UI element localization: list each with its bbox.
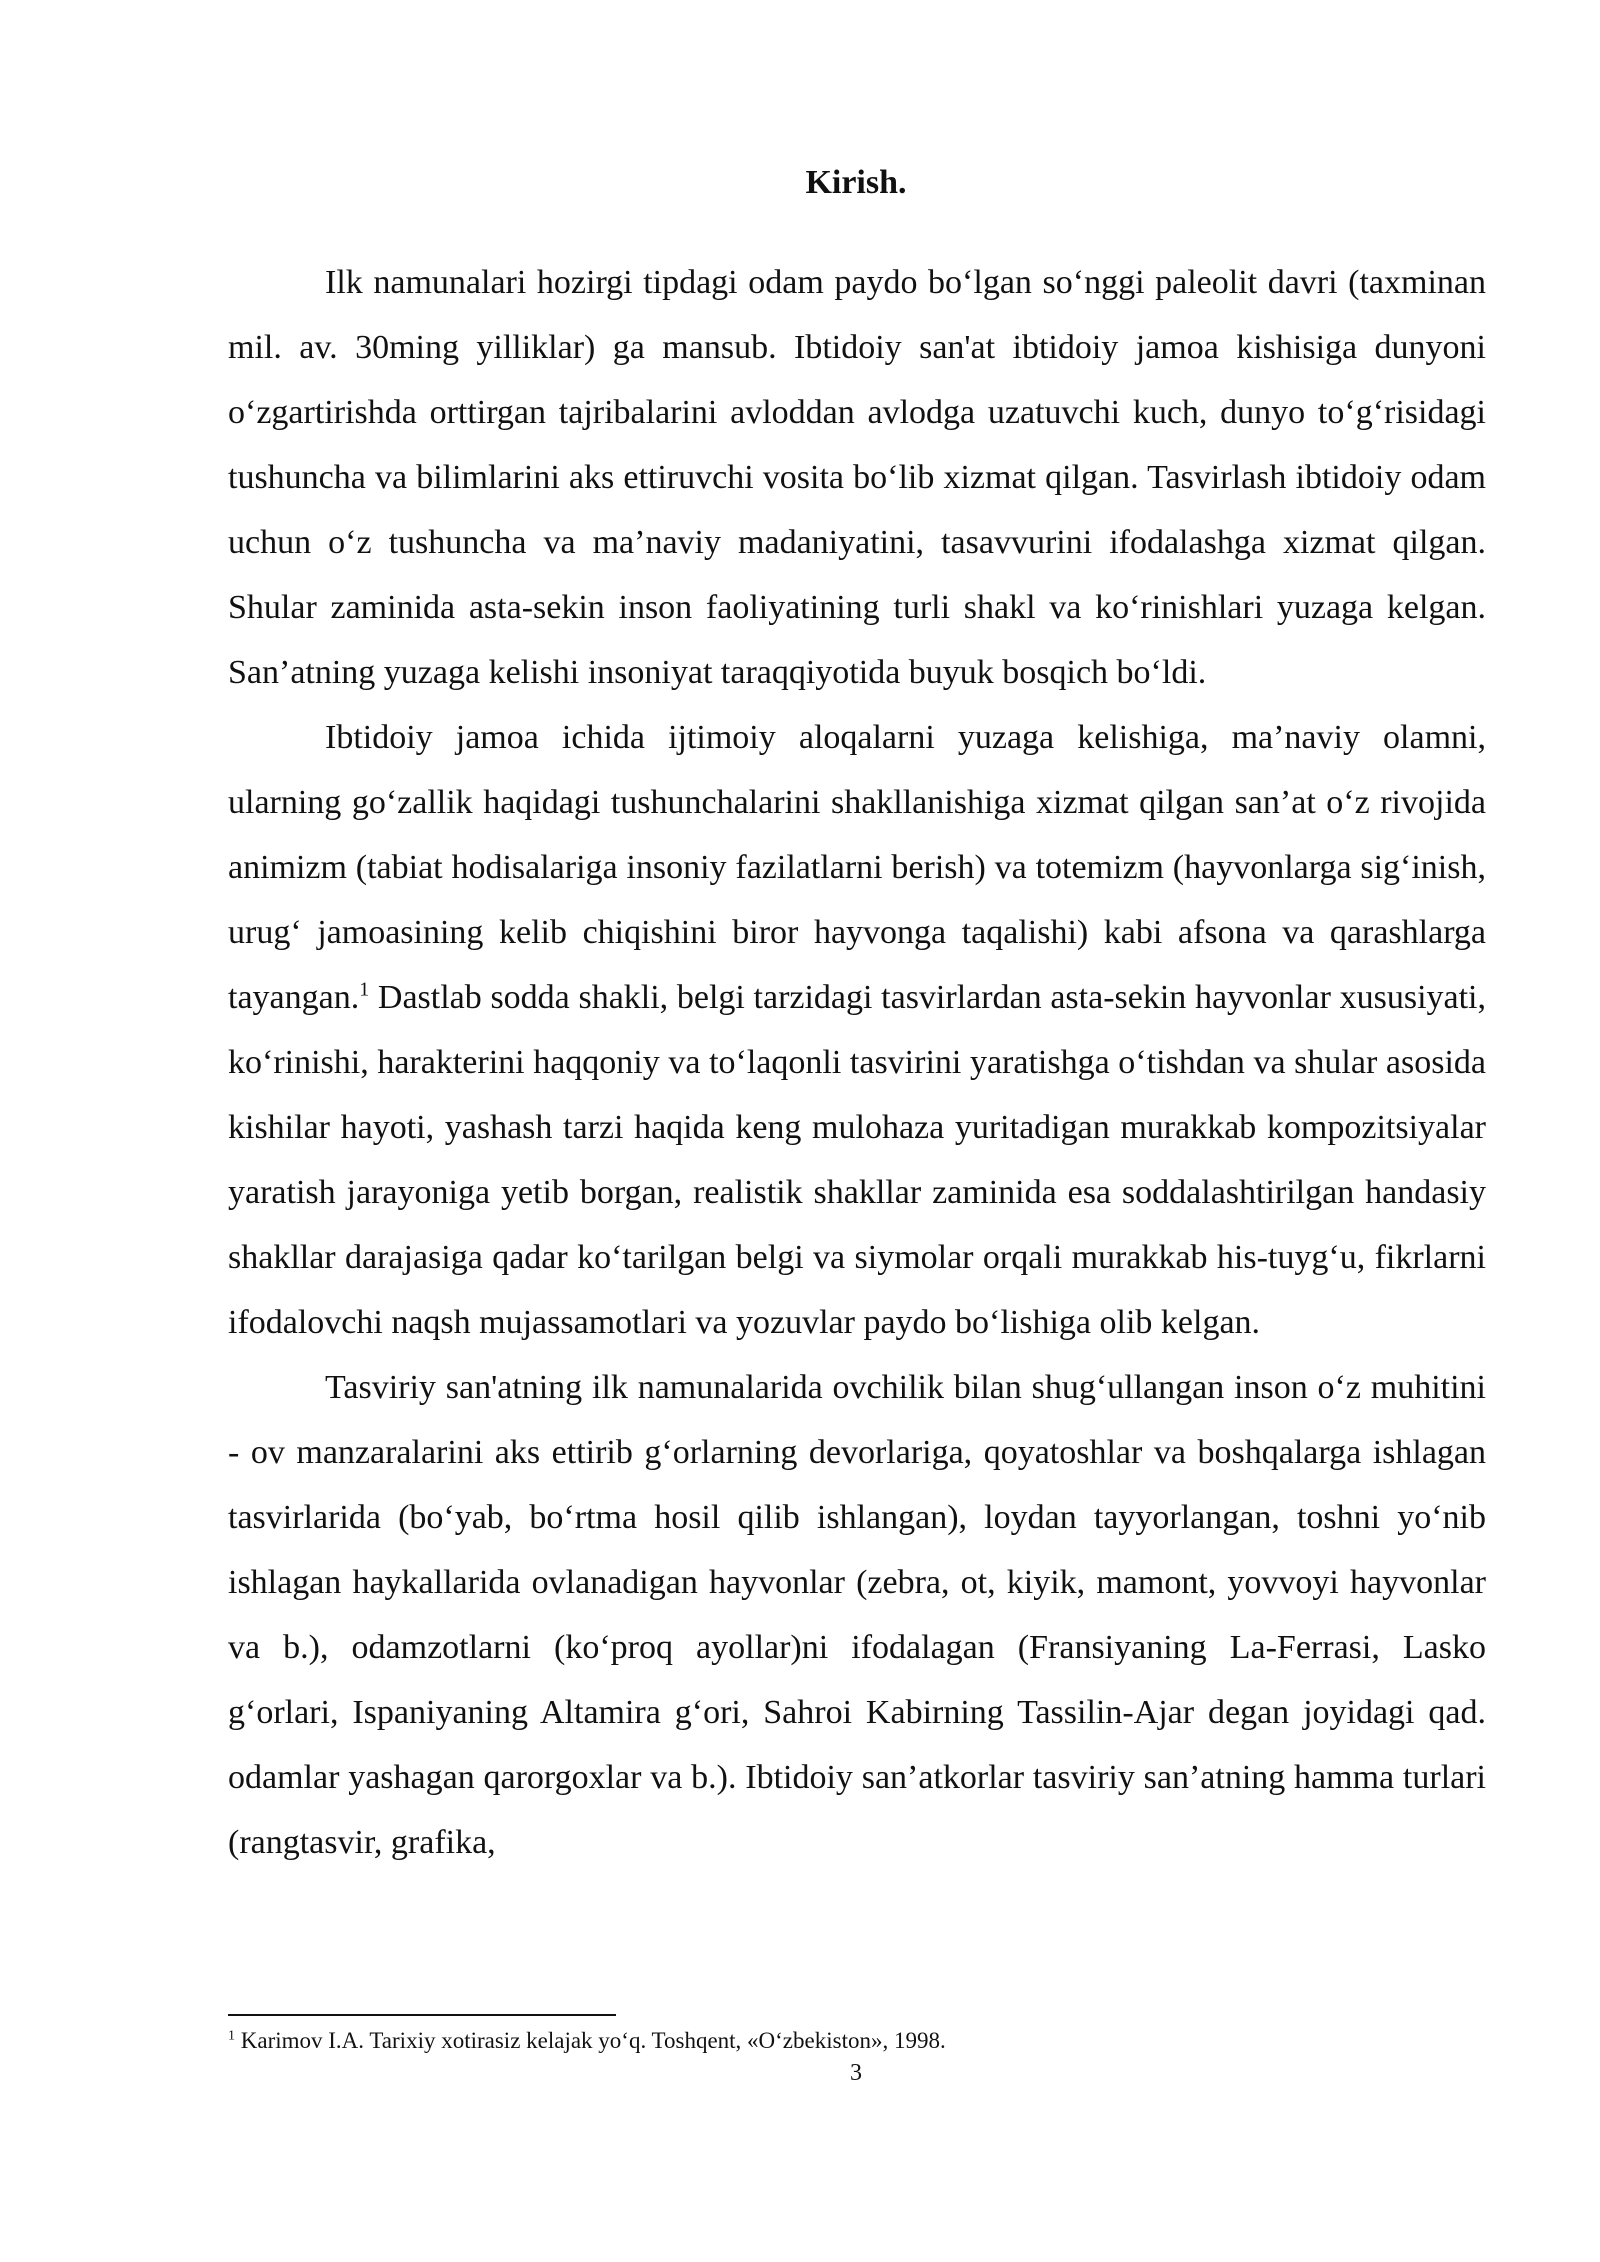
footnote-reference: 1 — [359, 978, 370, 1001]
paragraph-2-text-before-ref: Ibtidoiy jamoa ichida ijtimoiy aloqalarni yuzaga kelishiga, ma’naviy olamni, ularning go‘zallik haqidagi tushunchalarini shakllanishiga xizmat qilgan san’at o‘z rivojida animizm (tabiat hodisalariga insoniy fazilatlarni berish) va totemizm (hayvonlarga sig‘inish, urug‘ jamoasining kelib chiqishini biror hayvonga taqalishi) kabi afsona va qarashlarga tayangan. — [228, 719, 1486, 1016]
paragraph-2-text-after-ref: Dastlab sodda shakli, belgi tarzidagi tasvirlardan asta-sekin hayvonlar xususiyati, ko‘rinishi, harakterini haqqoniy va to‘laqonli tasvirini yaratishga o‘tishdan va shular asosida kishilar hayoti, yashash tarzi haqida keng mulohaza yuritadigan murakkab kompozitsiyalar yaratish jarayoniga yetib borgan, realistik shakllar zaminida esa soddalashtirilgan handasiy shakllar darajasiga qadar ko‘tarilgan belgi va siymolar orqali murakkab his-tuyg‘u, fikrlarni ifodalovchi naqsh mujassamotlari va yozuvlar paydo bo‘lishiga olib kelgan. — [228, 979, 1486, 1341]
footnote-number: 1 — [228, 2028, 235, 2044]
page-title: Kirish. — [805, 164, 907, 201]
footnote-separator — [228, 2014, 616, 2016]
footnote — [228, 2026, 1486, 2056]
paragraph-3: Tasviriy san'atning ilk namunalarida ovchilik bilan shug‘ullangan inson o‘z muhitini - ov manzaralarini aks ettirib g‘orlarning devorlariga, qoyatoshlar va boshqalarga ishlagan tasvirlarida (bo‘yab, bo‘rtma hosil qilib ishlangan), loydan tayyorlangan, toshni yo‘nib ishlagan haykallarida ovlanadigan hayvonlar (zebra, ot, kiyik, mamont, yovvoyi hayvonlar va b.), odamzotlarni (ko‘proq ayollar)ni ifodalagan (Fransiyaning La-Ferrasi, Lasko g‘orlari, Ispaniyaning Altamira g‘ori, Sahroi Kabirning Tassilin-Ajar degan joyidagi qad. odamlar yashagan qarorgoxlar va b.). Ibtidoiy san’atkorlar tasviriy san’atning hamma turlari (rangtasvir, grafika, — [228, 1369, 1486, 1861]
paragraph-1: Ilk namunalari hozirgi tipdagi odam paydo bo‘lgan so‘nggi paleolit davri (taxminan mil. av. 30ming yilliklar) ga mansub. Ibtidoiy san'at ibtidoiy jamoa kishisiga dunyoni o‘zgartirishda orttirgan tajribalarini avloddan avlodga uzatuvchi kuch, dunyo to‘g‘risidagi tushuncha va bilimlarini aks ettiruvchi vosita bo‘lib xizmat qilgan. Tasvirlash ibtidoiy odam uchun o‘z tushuncha va ma’naviy madaniyatini, tasavvurini ifodalashga xizmat qilgan. Shular zaminida asta-sekin inson faoliyatining turli shakl va ko‘rinishlari yuzaga kelgan. San’atning yuzaga kelishi insoniyat taraqqiyotida buyuk bosqich bo‘ldi. — [228, 264, 1486, 691]
footnote-text: Karimov I.A. Tarixiy xotirasiz kelajak yo‘q. Toshqent, «O‘zbekiston», 1998. — [235, 2028, 946, 2053]
paragraph-2 — [228, 705, 1486, 1355]
page-number: 3 — [850, 2060, 862, 2086]
body-text — [228, 250, 1486, 1875]
